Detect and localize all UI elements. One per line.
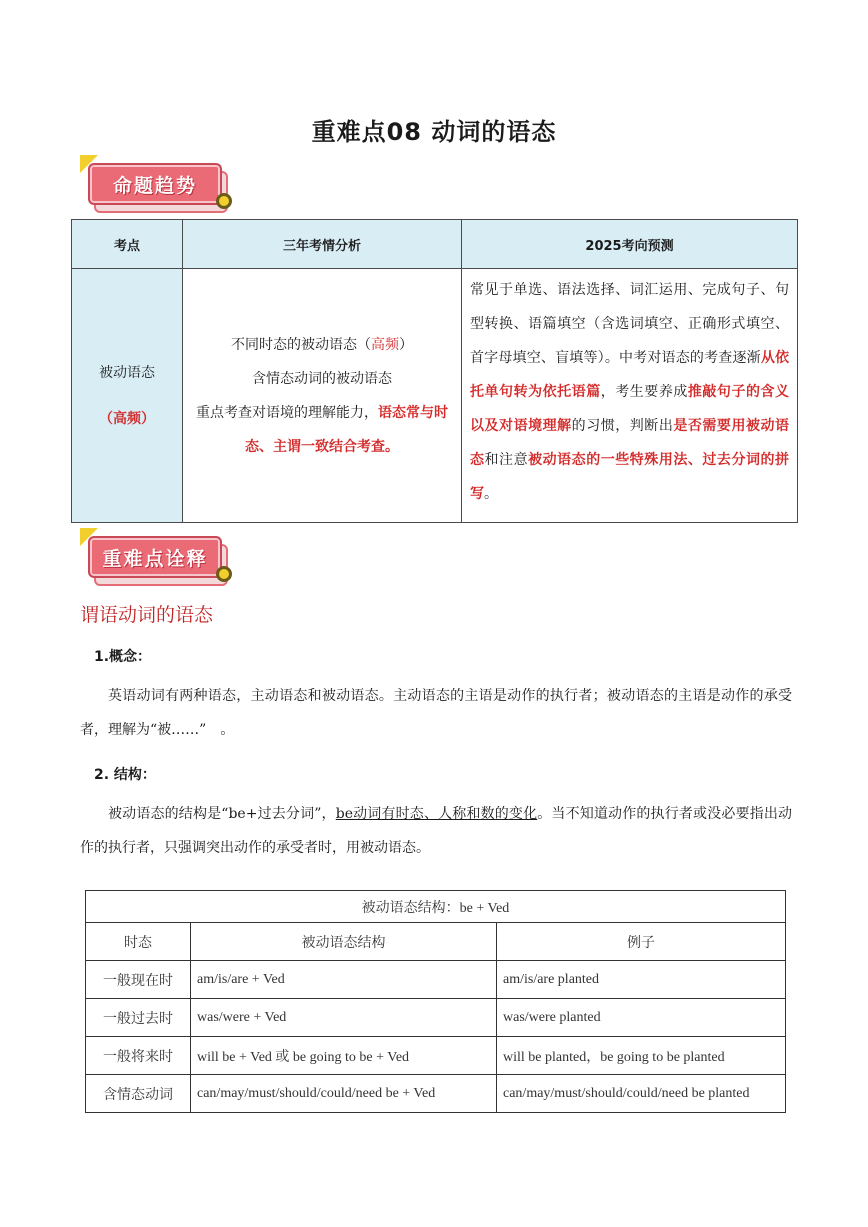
flag-icon [80, 528, 98, 546]
concept-title: 1.概念： [94, 649, 152, 665]
ring-icon [216, 566, 232, 582]
flag-icon [80, 155, 98, 173]
structure-cell: will be + Ved 或 be going to be + Ved [191, 1037, 497, 1075]
analysis-line-1: 不同时态的被动语态（高频） [231, 336, 413, 353]
header-example: 例子 [497, 923, 786, 961]
structure-text: 被动语态的结构是“be+过去分词”，be动词有时态、人称和数的变化。当不知道动作的执行者或没必要指出动作的执行者，只强调突出动作的承受者时，用被动语态。 [80, 806, 793, 856]
explain-badge-label: 重难点诠释 [88, 536, 222, 578]
structure-table [85, 890, 786, 1113]
trend-badge [88, 163, 238, 219]
example-cell: can/may/must/should/could/need be planted [497, 1075, 786, 1113]
topic-name: 被动语态 [99, 364, 155, 381]
topic-cell [72, 269, 183, 523]
tense-cell: 一般将来时 [86, 1037, 191, 1075]
trend-badge-label: 命题趋势 [88, 163, 222, 205]
table-row [86, 1037, 786, 1075]
topic-frequency: （高频） [99, 410, 155, 427]
header-analysis: 三年考情分析 [183, 220, 462, 269]
tense-cell: 含情态动词 [86, 1075, 191, 1113]
structure-cell: was/were + Ved [191, 999, 497, 1037]
structure-title: 2. 结构： [94, 767, 156, 783]
ring-icon [216, 193, 232, 209]
example-cell: am/is/are planted [497, 961, 786, 999]
header-structure: 被动语态结构 [191, 923, 497, 961]
forecast-cell: 常见于单选、语法选择、词汇运用、完成句子、句型转换、语篇填空（含选词填空、正确形式填空、首字母填空、盲填等）。中考对语态的考查逐渐从依托单句转为依托语篇，考生要养成推敲句子的含义以及对语境理解的习惯，判断出是否需要用被动语态和注意被动语态的一些特殊用法、过去分词的拼写。 [462, 269, 798, 523]
page-title: 重难点08 动词的语态 [311, 118, 557, 146]
example-cell: will be planted，be going to be planted [497, 1037, 786, 1075]
structure-cell: can/may/must/should/could/need be + Ved [191, 1075, 497, 1113]
trend-table [71, 219, 798, 523]
concept-text: 英语动词有两种语态，主动语态和被动语态。主动语态的主语是动作的执行者；被动语态的主语是动作的承受者，理解为“被……” 。 [80, 688, 792, 738]
tense-cell: 一般过去时 [86, 999, 191, 1037]
example-cell: was/were planted [497, 999, 786, 1037]
tense-cell: 一般现在时 [86, 961, 191, 999]
header-forecast: 2025考向预测 [462, 220, 798, 269]
explain-badge [88, 536, 238, 592]
structure-cell: am/is/are + Ved [191, 961, 497, 999]
table-row [86, 999, 786, 1037]
section-heading: 谓语动词的语态 [80, 604, 214, 626]
header-topic: 考点 [72, 220, 183, 269]
table-row [86, 961, 786, 999]
analysis-cell [183, 269, 462, 523]
structure-table-caption: 被动语态结构：be + Ved [86, 891, 786, 923]
analysis-line-3: 重点考查对语境的理解能力，语态常与时态、主谓一致结合考查。 [196, 404, 448, 455]
analysis-line-2: 含情态动词的被动语态 [252, 370, 392, 387]
header-tense: 时态 [86, 923, 191, 961]
table-row [86, 1075, 786, 1113]
